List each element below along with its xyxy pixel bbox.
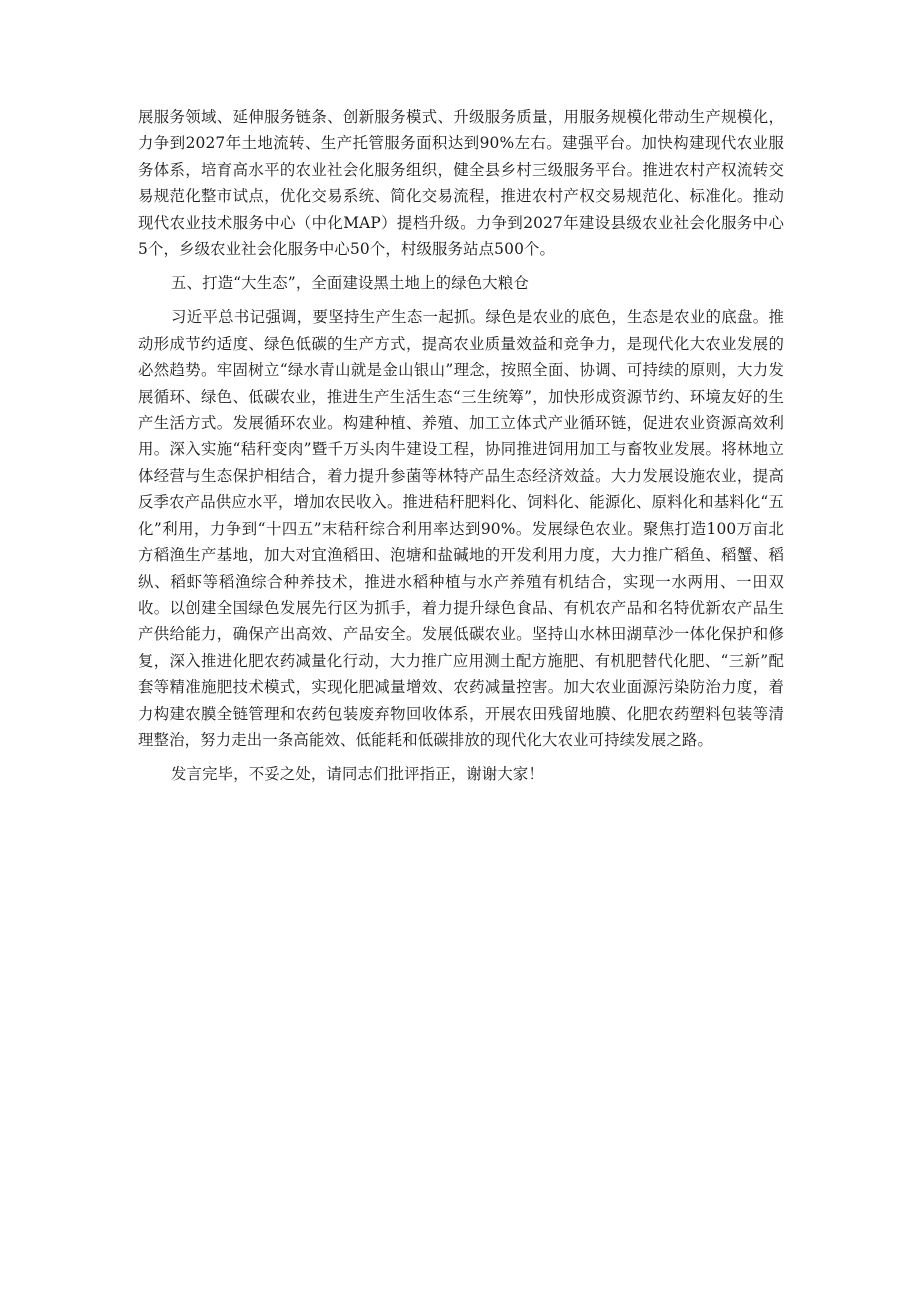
paragraph-gap — [138, 753, 784, 761]
closing-remark: 发言完毕，不妥之处，请同志们批评指正，谢谢大家！ — [171, 765, 544, 784]
continuation-paragraph: 展服务领域、延伸服务链条、创新服务模式、升级服务质量，用服务规模化带动生产规模化，力争到2027年土地流转、生产托管服务面积达到90%左右。建强平台。加快构建现代农业服务体系，培育高水平的农业社会化服务组织，健全县乡村三级服务平台。推进农村产权流转交易规范化整市试点，优化交易系统、简化交易流程，推进农村产权交易规范化、标准化。推动现代农业技术服务中心（中化MAP）提档升级。力争到2027年建设县级农业社会化服务中心5个，乡级农业社会化服务中心50个，村级服务站点500个。 — [138, 108, 784, 259]
section-heading: 五、打造“大生态”，全面建设黑土地上的绿色大粮仓 — [171, 274, 529, 293]
document-page — [138, 104, 784, 788]
body-paragraph: 习近平总书记强调，要坚持生产生态一起抓。绿色是农业的底色，生态是农业的底盘。推动形成节约适度、绿色低碳的生产方式，提高农业质量效益和竞争力，是现代化大农业发展的必然趋势。牢固树立“绿水青山就是金山银山”理念，按照全面、协调、可持续的原则，大力发展循环、绿色、低碳农业，推进生产生活生态“三生统筹”，加快形成资源节约、环境友好的生产生活方式。发展循环农业。构建种植、养殖、加工立体式产业循环链，促进农业资源高效利用。深入实施“秸秆变肉”暨千万头肉牛建设工程，协同推进饲用加工与畜牧业发展。将林地立体经营与生态保护相结合，着力提升参菌等林特产品生态经济效益。大力发展设施农业，提高反季农产品供应水平，增加农民收入。推进秸秆肥料化、饲料化、能源化、原料化和基料化“五化”利用，力争到“十四五”末秸秆综合利用率达到90%。发展绿色农业。聚焦打造100万亩北方稻渔生产基地，加大对宜渔稻田、泡塘和盐碱地的开发利用力度，大力推广稻鱼、稻蟹、稻纵、稻虾等稻渔综合种养技术，推进水稻种植与水产养殖有机结合，实现一水两用、一田双收。以创建全国绿色发展先行区为抓手，着力提升绿色食品、有机农产品和名特优新农产品生产供给能力，确保产出高效、产品安全。发展低碳农业。坚持山水林田湖草沙一体化保护和修复，深入推进化肥农药减量化行动，大力推广应用测土配方施肥、有机肥替代化肥、“三新”配套等精准施肥技术模式，实现化肥减量增效、农药减量控害。加大农业面源污染防治力度，着力构建农膜全链管理和农药包装废弃物回收体系，开展农田残留地膜、化肥农药塑料包装等清理整治，努力走出一条高能效、低能耗和低碳排放的现代化大农业可持续发展之路。 — [138, 308, 784, 749]
